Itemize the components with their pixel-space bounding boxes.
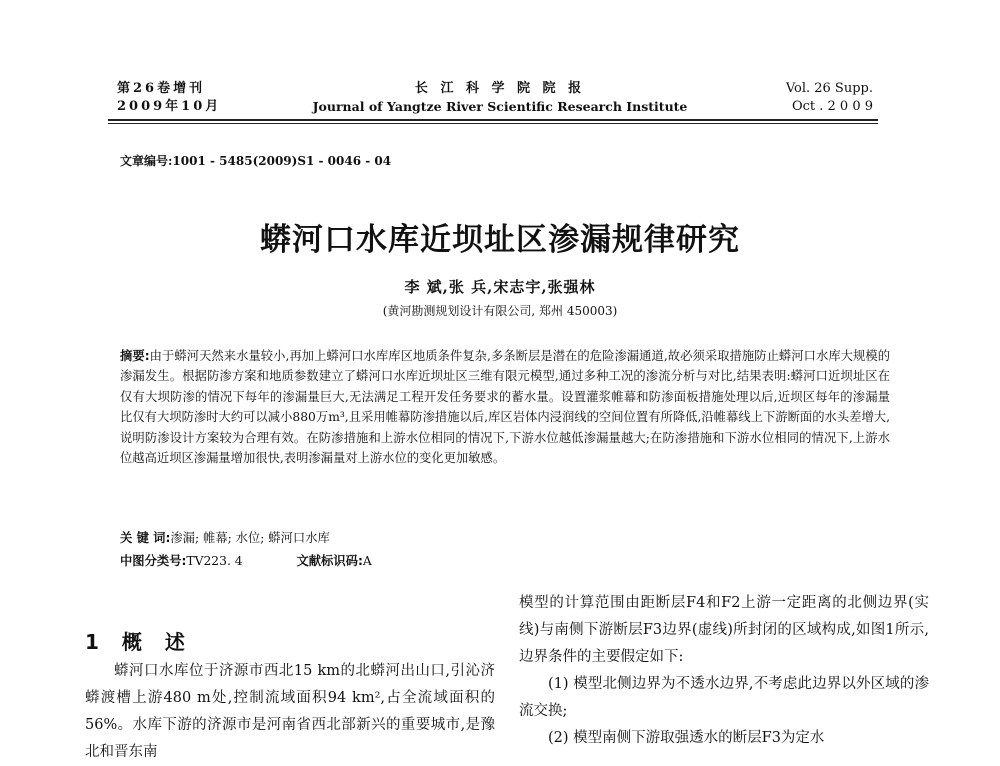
clc-label: 中图分类号: [120,554,187,568]
date-cn: 2009年10月 [117,99,222,114]
journal-name-cn: 长 江 科 学 院 院 报 [414,81,586,96]
classification [120,551,890,571]
header-rule-thick [108,119,878,121]
authors: 李 斌,张 兵,宋志宇,张强林 [404,278,596,296]
abstract [120,346,890,468]
date-en: Oct . 2 0 0 9 [791,99,873,114]
section-1-paragraph: 蟒河口水库位于济源市西北15 km的北蟒河出山口,引沁济蟒渡槽上游480 m处,控制流域面积94 km²,占全流域面积的56%。水库下游的济源市是河南省西北部新兴的重要城市,是豫北和晋东南 [85,663,495,760]
section-1-heading: 1 概 述 [85,630,193,654]
right-column [519,590,929,752]
right-paragraph-3: (2) 模型南侧下游取强透水的断层F3为定水 [548,730,825,746]
paper-title: 蟒河口水库近坝址区渗漏规律研究 [260,222,740,258]
volume-cn: 第26卷增刊 [117,81,206,96]
affiliation: (黄河勘测规划设计有限公司, 郑州 450003) [382,304,618,318]
volume-en: Vol. 26 Supp. [785,81,873,96]
journal-name-en: Journal of Yangtze River Scientific Research Institute [312,99,688,114]
right-paragraph-1: 模型的计算范围由距断层F4和F2上游一定距离的北侧边界(实线)与南侧下游断层F3边界(虚线)所封闭的区域构成,如图1所示,边界条件的主要假定如下: [519,595,929,665]
header-rule-thin [108,123,878,124]
right-paragraph-2: (1) 模型北侧边界为不透水边界,不考虑此边界以外区域的渗流交换; [519,676,929,719]
article-number: 文章编号:1001 - 5485(2009)S1 - 0046 - 04 [120,154,392,168]
doc-code-value: A [362,554,372,568]
doc-code-label: 文献标识码: [296,554,363,568]
keywords-text: 渗漏; 帷幕; 水位; 蟒河口水库 [170,531,330,545]
abstract-text: 由于蟒河天然来水量较小,再加上蟒河口水库库区地质条件复杂,多条断层是潜在的危险渗漏通道,故必须采取措施防止蟒河口水库大规模的渗漏发生。根据防渗方案和地质参数建立了蟒河口水库近坝址区三维有限元模型,通过多种工况的渗流分析与对比,结果表明:蟒河口近坝址区在仅有大坝防渗的情况下每年的渗漏量巨大,无法满足工程开发任务要求的蓄水量。设置灌浆帷幕和防渗面板措施处理以后,近坝区每年的渗漏量比仅有大坝防渗时大约可以减小880万m³,且采用帷幕防渗措施以后,库区岩体内浸润线的空间位置有所降低,沿帷幕线上下游断面的水头差增大,说明防渗设计方案较为合理有效。在防渗措施和上游水位相同的情况下,下游水位越低渗漏量越大;在防渗措施和下游水位相同的情况下,上游水位越高近坝区渗漏量增加很快,表明渗漏量对上游水位的变化更加敏感。 [120,349,891,466]
keywords-label: 关 键 词: [120,531,171,545]
abstract-label: 摘要: [120,349,150,363]
clc-value: TV223. 4 [186,554,243,568]
keywords [120,528,890,548]
